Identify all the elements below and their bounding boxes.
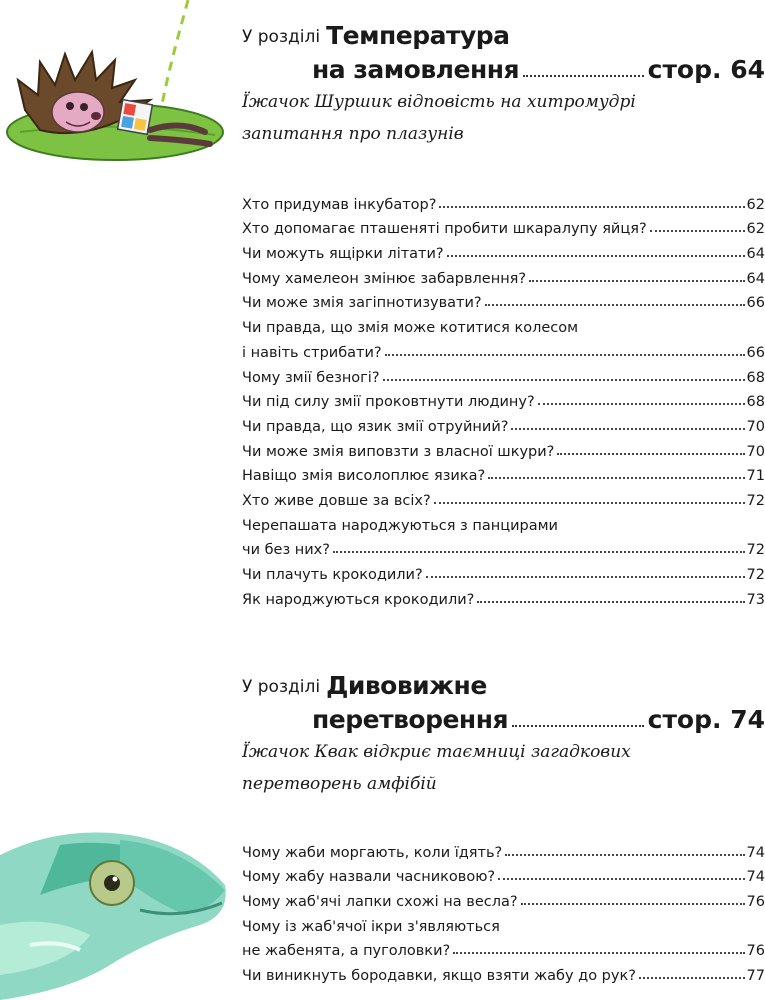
toc-entry[interactable]	[242, 583, 765, 608]
leader-dots	[511, 428, 744, 430]
toc-page-number: 76	[746, 894, 765, 911]
leader-dots	[512, 725, 644, 727]
toc-entry[interactable]	[242, 484, 765, 509]
toc-question: і навіть стрибати?	[242, 344, 382, 361]
leader-dots	[385, 354, 745, 356]
toc-question: Чи правда, що язик змії отруйний?	[242, 418, 509, 435]
toc-question: Чому із жаб'ячої ікри з'являються	[242, 918, 500, 935]
section-heading-line2	[312, 50, 765, 84]
toc-question: чи без них?	[242, 542, 330, 559]
section-subtitle: Їжачок Шуршик відповість на хитромудрі запитання про плазунів	[242, 92, 636, 144]
toc-entry[interactable]	[242, 435, 765, 460]
section-subtitle: Їжачок Квак відкриє таємниці загадкових перетворень амфібій	[242, 742, 631, 794]
toc-page-number: 72	[746, 492, 765, 509]
toc-question: Як народжуються крокодили?	[242, 591, 475, 608]
section-prefix: У розділі	[242, 677, 321, 697]
toc-question: Чому жаб'ячі лапки схожі на весла?	[242, 894, 518, 911]
section-page-ref[interactable]: стор. 74	[647, 705, 765, 734]
section-page-ref[interactable]: стор. 64	[647, 55, 765, 84]
toc-page-number: 73	[746, 591, 765, 608]
leader-dots	[557, 453, 744, 455]
toc-entry[interactable]	[242, 262, 765, 287]
toc-entry[interactable]	[242, 213, 765, 238]
leader-dots	[439, 206, 744, 208]
leader-dots	[639, 977, 745, 979]
toc-entry[interactable]	[242, 311, 765, 336]
section-heading-line1	[242, 668, 765, 700]
leader-dots	[453, 952, 744, 954]
toc-entry[interactable]	[242, 861, 765, 886]
toc-question: Чи можуть ящірки літати?	[242, 246, 444, 263]
toc-page-number: 68	[746, 369, 765, 386]
toc-entry[interactable]	[242, 336, 765, 361]
toc-question: Чому жаби моргають, коли їдять?	[242, 844, 503, 861]
toc-entry[interactable]	[242, 534, 765, 559]
chameleon-illustration	[0, 815, 240, 1000]
leader-dots	[434, 502, 745, 504]
toc-page-number: 76	[746, 943, 765, 960]
section-title-part1: Дивовижне	[326, 671, 487, 700]
leader-dots	[650, 230, 745, 232]
toc-page-number: 68	[746, 394, 765, 411]
leader-dots	[333, 551, 745, 553]
toc-entry[interactable]	[242, 885, 765, 910]
hedgehog-illustration	[0, 40, 230, 170]
section-title-part1: Температура	[326, 21, 510, 50]
toc-entry[interactable]	[242, 935, 765, 960]
toc-entry[interactable]	[242, 959, 765, 984]
toc-entry[interactable]	[242, 558, 765, 583]
toc-entry[interactable]	[242, 361, 765, 386]
toc-entry[interactable]	[242, 188, 765, 213]
section-heading-line1	[242, 18, 765, 50]
toc-page-number: 74	[746, 844, 765, 861]
toc-page-number: 71	[746, 468, 765, 485]
leader-dots	[485, 304, 745, 306]
toc-page-number: 74	[746, 869, 765, 886]
toc-question: Черепашата народжуються з панцирами	[242, 517, 558, 534]
leader-dots	[426, 576, 745, 578]
toc-page-number: 66	[746, 295, 765, 312]
toc-question: Чи може змія виповзти з власної шкури?	[242, 443, 555, 460]
leader-dots	[523, 75, 644, 77]
toc-entry[interactable]	[242, 509, 765, 534]
toc-entry[interactable]	[242, 410, 765, 435]
toc-entry[interactable]	[242, 386, 765, 411]
section-prefix: У розділі	[242, 27, 321, 47]
toc-question: Хто придумав інкубатор?	[242, 196, 437, 213]
toc-page-number: 70	[746, 443, 765, 460]
toc-question: Навіщо змія висолоплює язика?	[242, 468, 486, 485]
toc-entry[interactable]	[242, 910, 765, 935]
toc-question: Чому жабу назвали часниковою?	[242, 869, 496, 886]
toc-question: Чи плачуть крокодили?	[242, 567, 423, 583]
toc-page-number: 70	[746, 418, 765, 435]
toc-page-number: 72	[746, 542, 765, 559]
leader-dots	[498, 878, 744, 880]
section-title-part2: перетворення	[312, 705, 509, 734]
toc-list	[242, 836, 765, 984]
toc-question: Чому хамелеон змінює забарвлення?	[242, 270, 527, 287]
toc-question: Чи правда, що змія може котитися колесом	[242, 320, 579, 337]
toc-entry[interactable]	[242, 836, 765, 861]
toc-question: Чи виникнуть бородавки, якщо взяти жабу до рук?	[242, 968, 636, 985]
toc-page-number: 77	[746, 968, 765, 985]
toc-entry[interactable]	[242, 237, 765, 262]
section-title-part2: на замовлення	[312, 55, 520, 84]
leader-dots	[521, 903, 745, 905]
toc-question: Чи під силу змії проковтнути людину?	[242, 394, 535, 411]
leader-dots	[488, 477, 744, 479]
leader-dots	[529, 280, 744, 282]
leader-dots	[383, 379, 745, 381]
section-heading-line2	[312, 700, 765, 734]
toc-question: не жабенята, а пуголовки?	[242, 943, 451, 960]
toc-page-number: 62	[746, 196, 765, 213]
toc-list	[242, 188, 765, 608]
leader-dots	[477, 601, 744, 603]
toc-page-number: 64	[746, 270, 765, 287]
toc-page-number: 66	[746, 344, 765, 361]
section-temperature	[242, 18, 765, 608]
toc-question: Хто живе довше за всіх?	[242, 492, 431, 509]
leader-dots	[505, 854, 744, 856]
toc-page-number: 72	[746, 567, 765, 583]
toc-question: Чи може змія загіпнотизувати?	[242, 295, 482, 312]
toc-entry[interactable]	[242, 460, 765, 485]
leader-dots	[538, 403, 745, 405]
toc-question: Чому змії безногі?	[242, 369, 380, 386]
toc-question: Хто допомагає пташеняті пробити шкаралупу яйця?	[242, 221, 647, 238]
toc-page-number: 62	[746, 221, 765, 238]
leader-dots	[447, 255, 745, 257]
section-transformation	[242, 668, 765, 984]
toc-page-number: 64	[746, 246, 765, 263]
toc-entry[interactable]	[242, 287, 765, 312]
